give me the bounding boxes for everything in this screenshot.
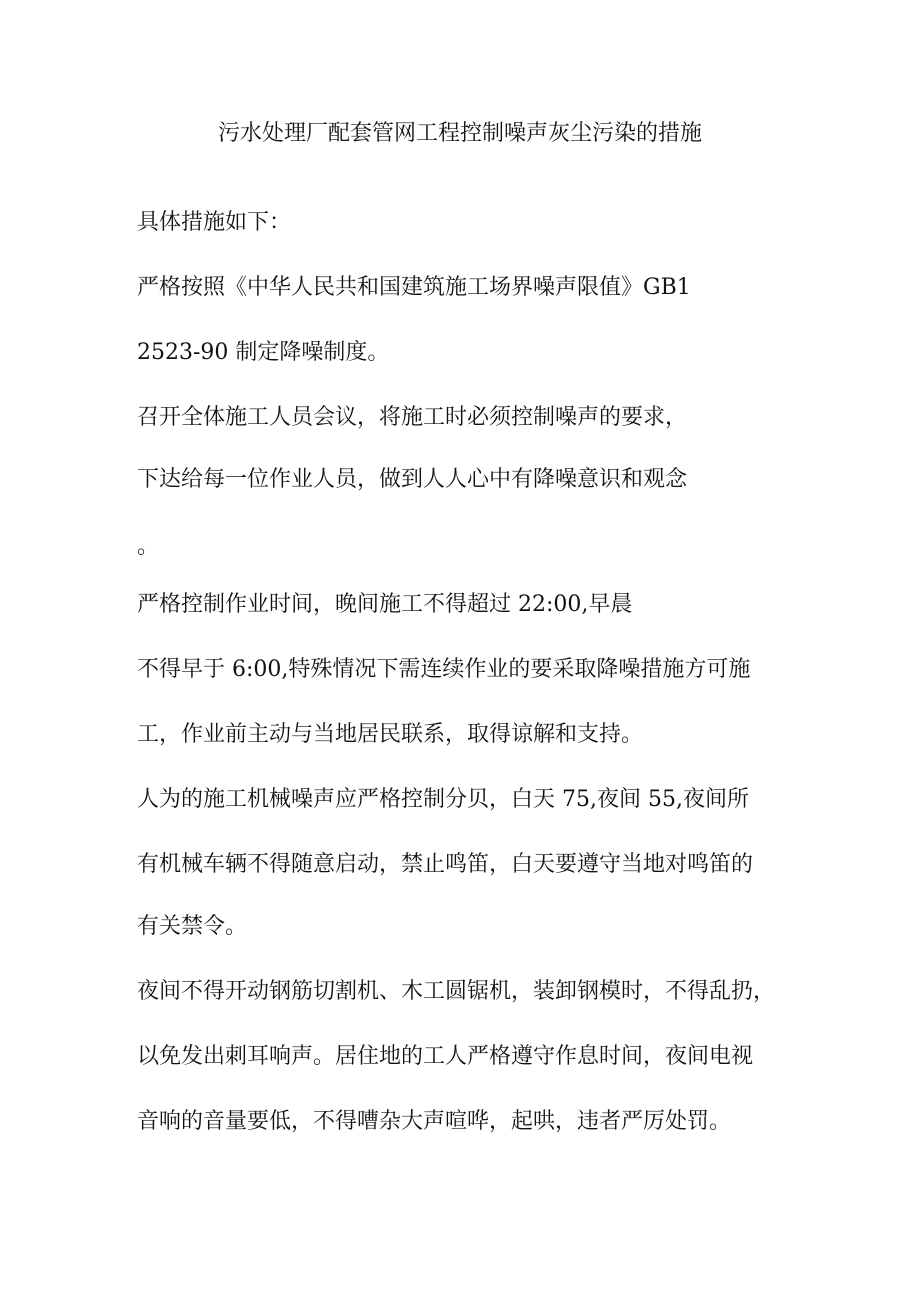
body-line-6: 。 bbox=[137, 534, 160, 559]
body-line-5: 下达给每一位作业人员，做到人人心中有降噪意识和观念 bbox=[137, 467, 688, 492]
body-line-15: 音响的音量要低，不得嘈杂大声喧哗，起哄，违者严厉处罚。 bbox=[137, 1109, 732, 1134]
body-line-3: 2523-90 制定降噪制度。 bbox=[137, 340, 390, 365]
document-title: 污水处理厂配套管网工程控制噪声灰尘污染的措施 bbox=[217, 121, 702, 146]
body-line-14: 以免发出刺耳响声。居住地的工人严格遵守作息时间，夜间电视 bbox=[137, 1044, 754, 1069]
body-line-4: 召开全体施工人员会议，将施工时必须控制噪声的要求， bbox=[137, 405, 688, 430]
body-line-1: 具体措施如下： bbox=[137, 210, 292, 235]
body-line-7: 严格控制作业时间，晚间施工不得超过 22:00,早晨 bbox=[137, 592, 633, 617]
body-line-2: 严格按照《中华人民共和国建筑施工场界噪声限值》GB1 bbox=[137, 275, 691, 300]
body-line-12: 有关禁令。 bbox=[137, 914, 248, 939]
body-line-10: 人为的施工机械噪声应严格控制分贝，白天 75,夜间 55,夜间所 bbox=[137, 787, 749, 812]
body-line-9: 工，作业前主动与当地居民联系，取得谅解和支持。 bbox=[137, 722, 644, 747]
body-line-13: 夜间不得开动钢筋切割机、木工圆锯机，装卸钢模时，不得乱扔， bbox=[137, 979, 776, 1004]
body-line-8: 不得早于 6:00,特殊情况下需连续作业的要采取降噪措施方可施 bbox=[137, 657, 751, 682]
body-line-11: 有机械车辆不得随意启动，禁止鸣笛，白天要遵守当地对鸣笛的 bbox=[137, 852, 754, 877]
